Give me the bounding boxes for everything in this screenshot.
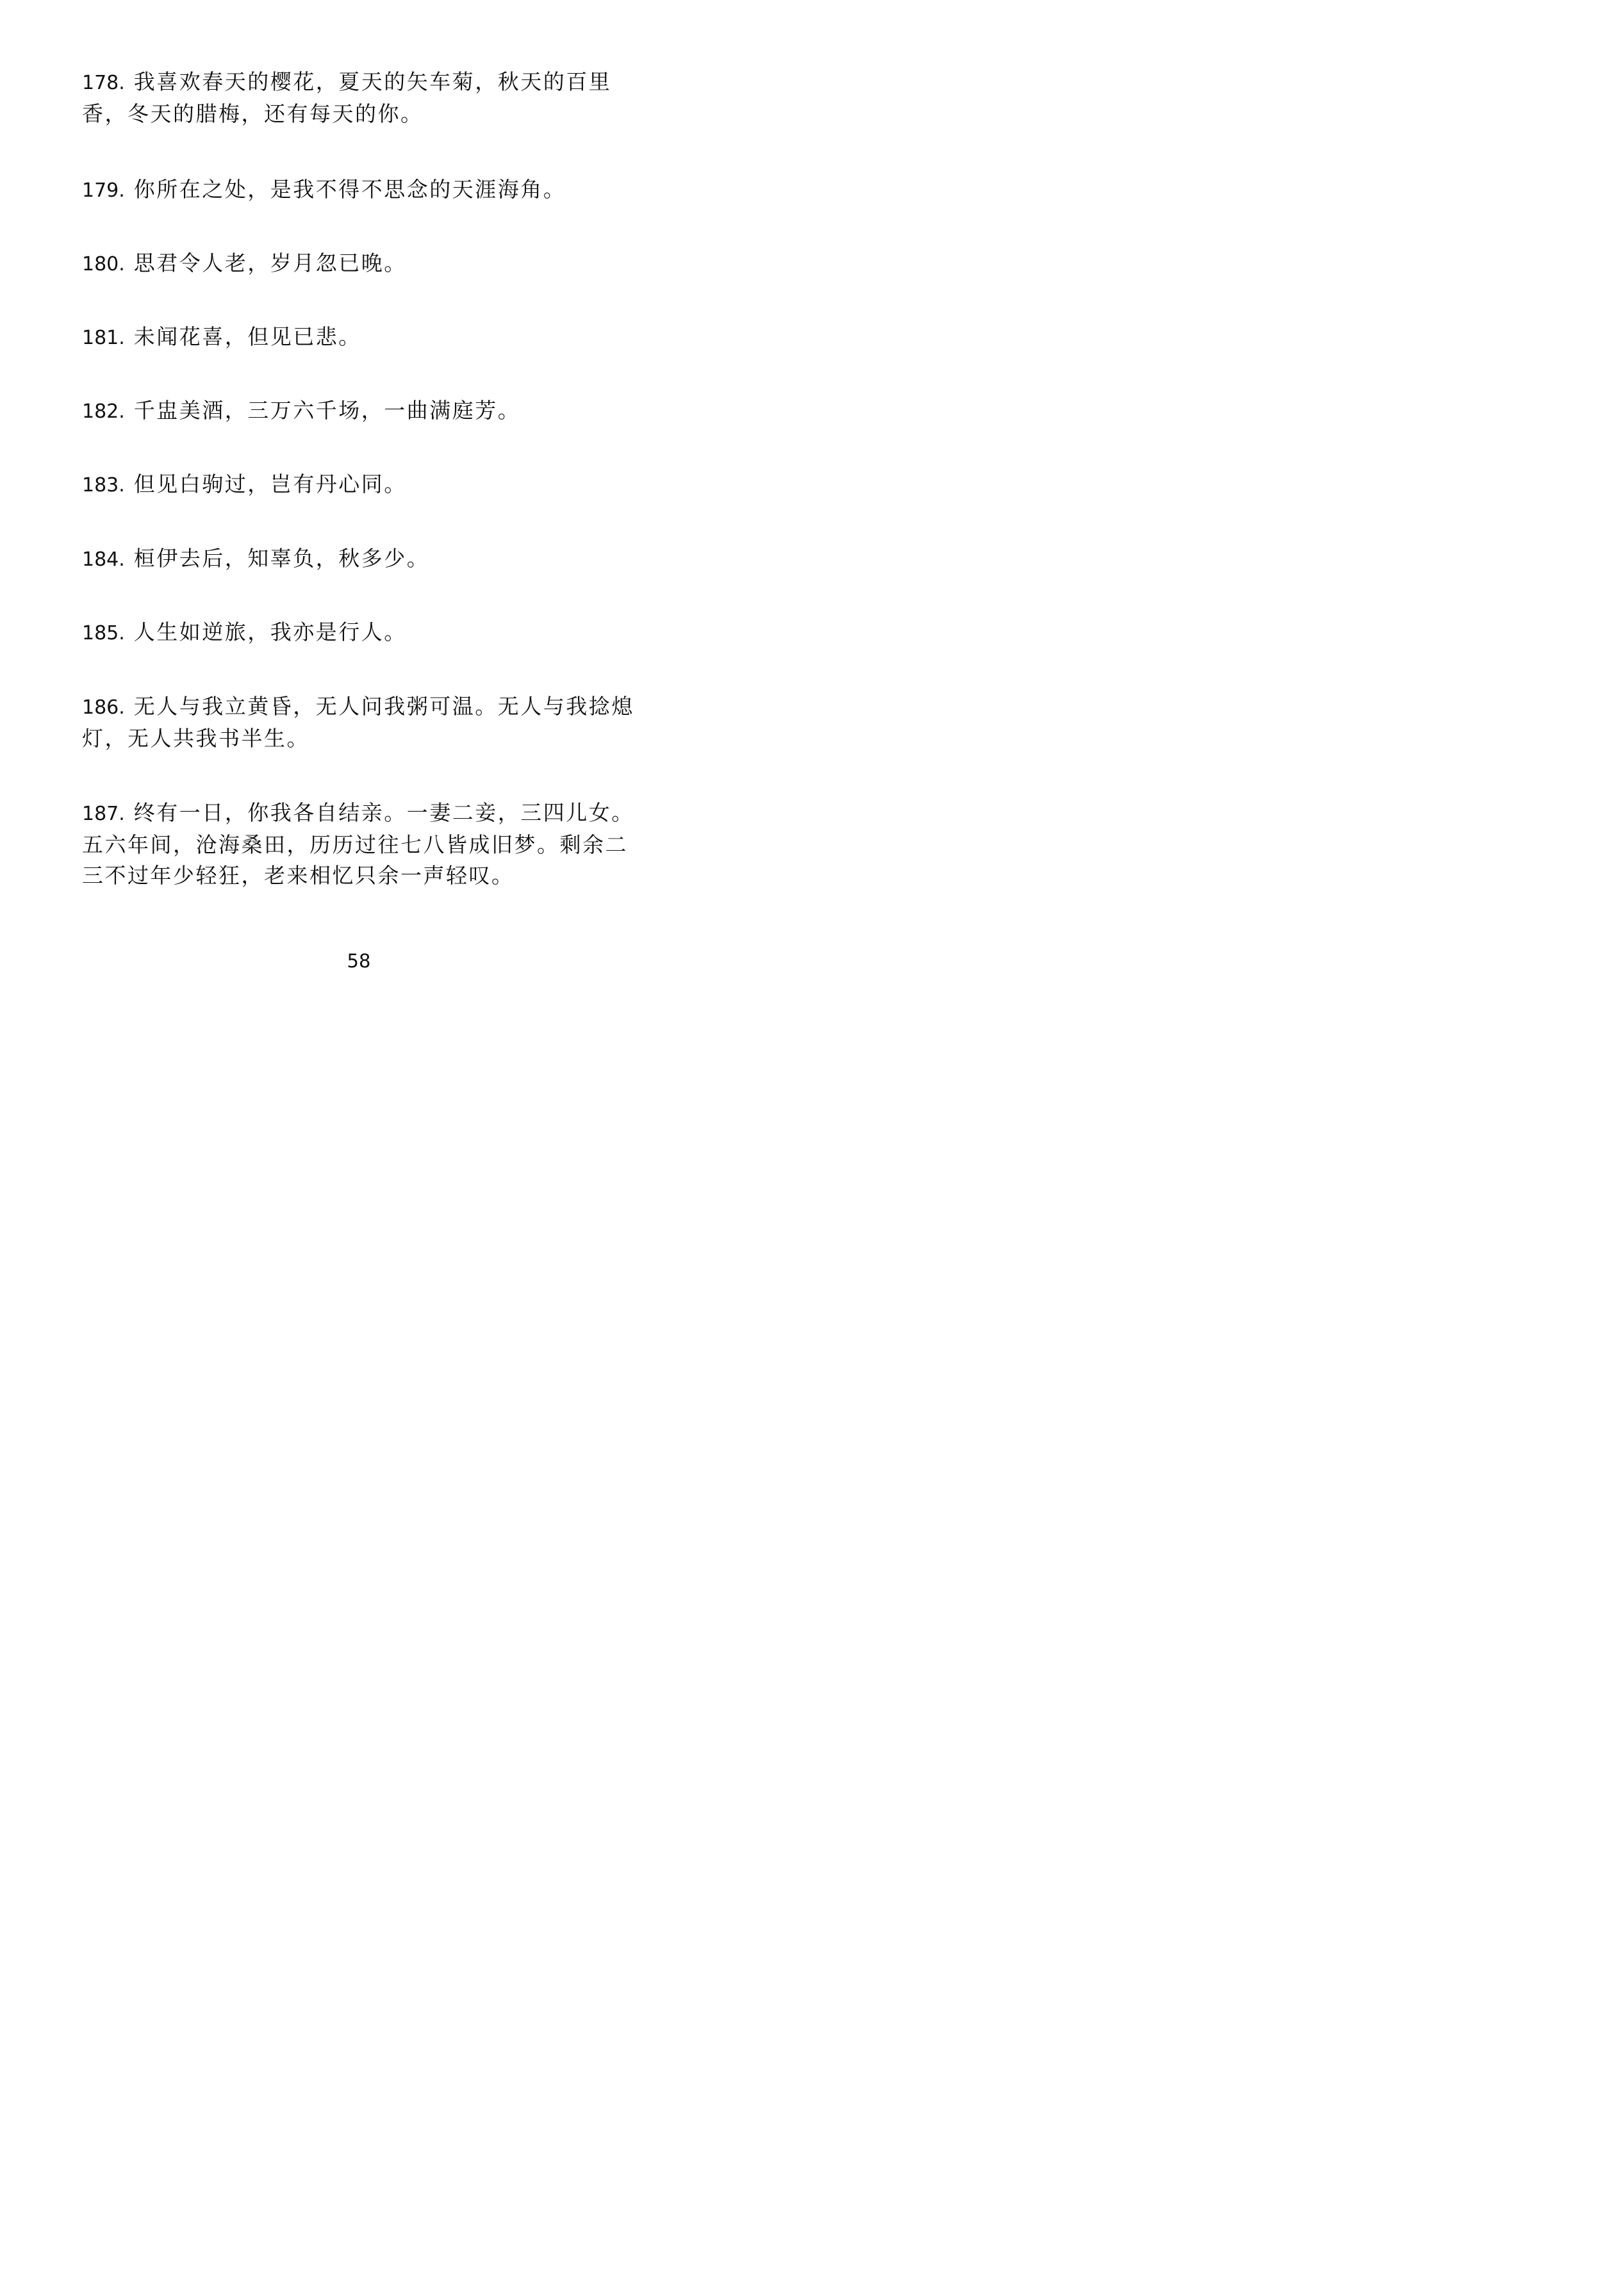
- entry-178: [82, 67, 634, 129]
- entry-number: 186.: [82, 696, 125, 719]
- page-number: 58: [347, 950, 371, 972]
- entry-text: 未闻花喜，但见已悲。: [133, 324, 361, 349]
- entry-179: [82, 174, 634, 206]
- entry-text: 无人与我立黄昏，无人问我粥可温。无人与我捻熄灯，无人共我书半生。: [82, 694, 634, 751]
- entry-text: 但见白驹过，岂有丹心同。: [133, 472, 407, 496]
- entry-number: 179.: [82, 179, 125, 202]
- document-page: [0, 0, 718, 1015]
- entry-number: 181.: [82, 327, 125, 349]
- entry-number: 178.: [82, 72, 125, 94]
- entry-180: [82, 248, 634, 280]
- entry-number: 184.: [82, 548, 125, 571]
- entry-185: [82, 617, 634, 649]
- entry-text: 终有一日，你我各自结亲。一妻二妾，三四儿女。五六年间，沧海桑田，历历过往七八皆成旧梦。剩余二三不过年少轻狂，老来相忆只余一声轻叹。: [82, 800, 634, 888]
- entry-181: [82, 322, 634, 354]
- entry-text: 你所在之处，是我不得不思念的天涯海角。: [133, 177, 566, 202]
- entry-182: [82, 395, 634, 427]
- entry-text: 思君令人老，岁月忽已晚。: [133, 250, 407, 275]
- entry-text: 人生如逆旅，我亦是行人。: [133, 619, 407, 644]
- entry-text: 千盅美酒，三万六千场，一曲满庭芳。: [133, 398, 521, 423]
- entry-184: [82, 543, 634, 575]
- entry-186: [82, 691, 634, 754]
- entry-number: 180.: [82, 253, 125, 275]
- entry-number: 187.: [82, 803, 125, 825]
- entry-number: 183.: [82, 474, 125, 496]
- entry-text: 桓伊去后，知辜负，秋多少。: [133, 546, 430, 571]
- entry-number: 182.: [82, 400, 125, 423]
- entry-183: [82, 469, 634, 501]
- entry-number: 185.: [82, 622, 125, 644]
- entry-text: 我喜欢春天的樱花，夏天的矢车菊，秋天的百里香，冬天的腊梅，还有每天的你。: [82, 69, 612, 126]
- entry-187: [82, 798, 634, 891]
